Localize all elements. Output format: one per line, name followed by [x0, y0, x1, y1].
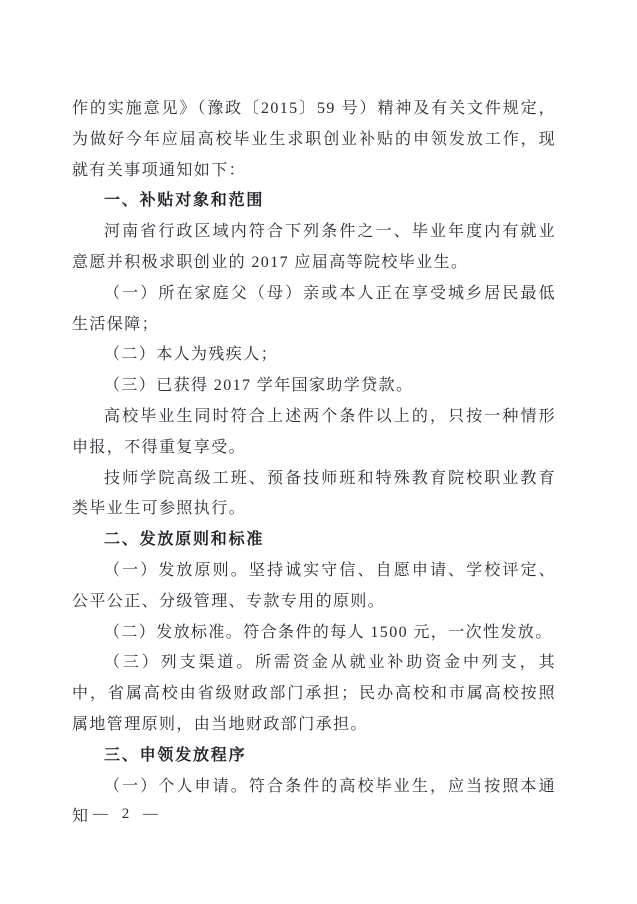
paragraph-item-3: （三）列支渠道。所需资金从就业补助资金中列支，其中，省属高校由省级财政部门承担；民办高校和市属高校按照属地管理原则，由当地财政部门承担。	[72, 654, 556, 733]
paragraph-item-1: （一）个人申请。符合条件的高校毕业生，应当按照本通知	[72, 777, 556, 826]
page-number: — 2 —	[93, 806, 163, 822]
section-heading-3: 三、申领发放程序	[104, 746, 247, 764]
paragraph-intro-continuation: 作的实施意见》（豫政〔2015〕59 号）精神及有关文件规定，为做好今年应届高校毕业生求职创业补贴的申领发放工作，现就有关事项通知如下：	[72, 100, 556, 179]
section-heading-2: 二、发放原则和标准	[104, 531, 265, 549]
paragraph-item-2: （二）本人为残疾人；	[104, 346, 279, 364]
paragraph: 技师学院高级工班、预备技师班和特殊教育院校职业教育类毕业生可参照执行。	[72, 469, 556, 518]
paragraph-item-2: （二）发放标准。符合条件的每人 1500 元，一次性发放。	[104, 623, 553, 641]
paragraph-item-1: （一）发放原则。坚持诚实守信、自愿申请、学校评定、公平公正、分级管理、专款专用的原则。	[72, 561, 556, 610]
paragraph-item-1: （一）所在家庭父（母）亲或本人正在享受城乡居民最低生活保障；	[72, 284, 556, 333]
paragraph: 河南省行政区域内符合下列条件之一、毕业年度内有就业意愿并积极求职创业的 2017 应届高等院校毕业生。	[72, 223, 556, 271]
paragraph: 高校毕业生同时符合上述两个条件以上的，只按一种情形申报，不得重复享受。	[72, 407, 556, 456]
section-heading-1: 一、补贴对象和范围	[104, 192, 265, 210]
paragraph-item-3: （三）已获得 2017 学年国家助学贷款。	[104, 377, 414, 395]
document-body	[72, 94, 556, 833]
